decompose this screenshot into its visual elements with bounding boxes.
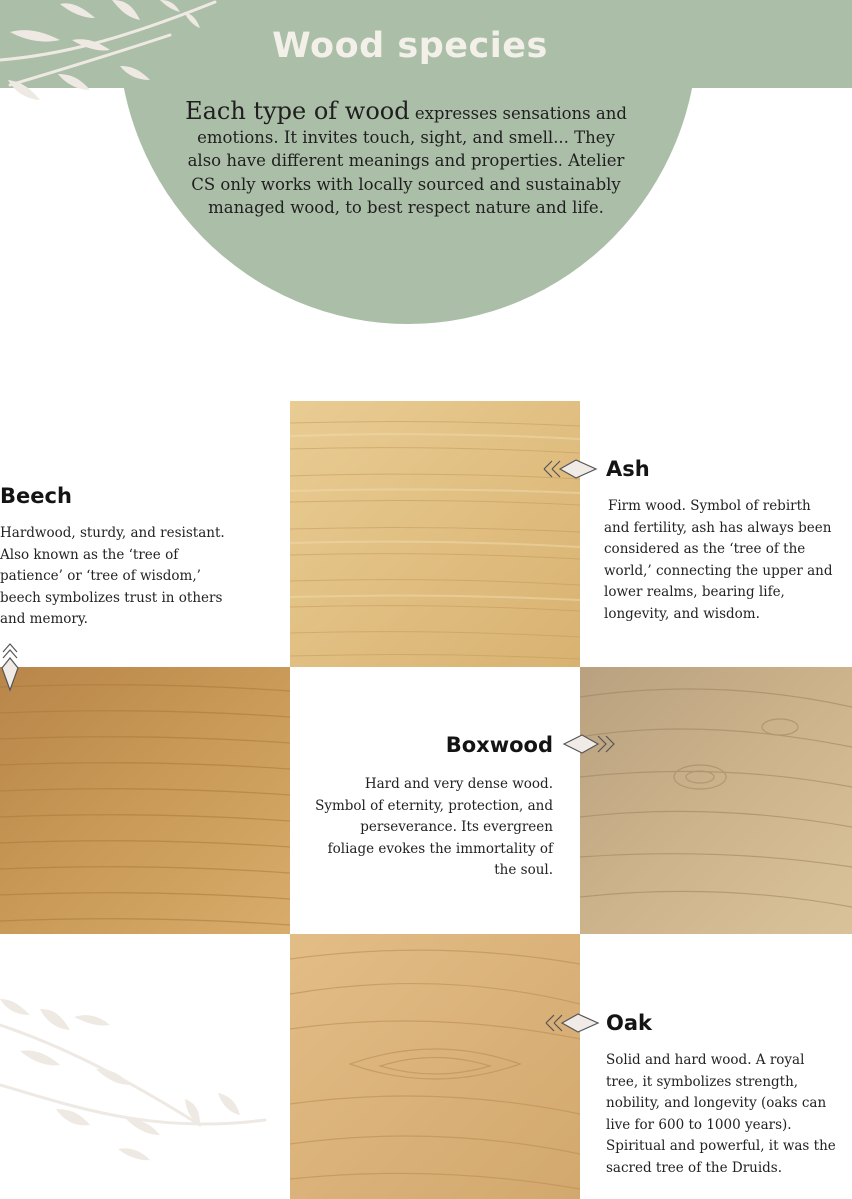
oak-title: Oak bbox=[606, 1011, 652, 1035]
ash-wood-image bbox=[290, 401, 580, 667]
intro-body: expresses sensations and emotions. It invites touch, sight, and smell... They also have different meanings and properties. Atelier CS only works with locally sourced and sustainably managed wood, to best respect nature and life. bbox=[187, 104, 627, 217]
leaf-decoration-bottom-icon bbox=[0, 995, 280, 1165]
page-title: Wood species bbox=[272, 26, 548, 66]
intro-text bbox=[180, 97, 632, 220]
oak-wood-image bbox=[290, 934, 580, 1199]
intro-lead: Each type of wood bbox=[185, 97, 410, 125]
diamond-arrow-left-icon-oak bbox=[542, 1010, 602, 1036]
ash-title: Ash bbox=[606, 457, 650, 481]
ash-description: Firm wood. Symbol of rebirth and fertility, ash has always been considered as the ‘tree of the world,’ connecting the upper and lower realms, bearing life, longevity, and wisdom. bbox=[604, 498, 833, 622]
boxwood-title: Boxwood bbox=[445, 733, 553, 757]
diamond-arrow-left-icon bbox=[540, 456, 600, 482]
boxwood-wood-image bbox=[580, 667, 852, 934]
diamond-arrow-up-icon bbox=[0, 640, 24, 696]
diamond-arrow-right-icon bbox=[560, 731, 620, 757]
beech-title: Beech bbox=[0, 484, 72, 508]
beech-wood-image bbox=[0, 667, 290, 934]
oak-description: Solid and hard wood. A royal tree, it symbolizes strength, nobility, and longevity (oaks can live for 600 to 1000 years). Spiritual and powerful, it was the sacred tree of the Druids. bbox=[606, 1052, 836, 1176]
boxwood-description: Hard and very dense wood. Symbol of eternity, protection, and perseverance. Its evergreen foliage evokes the immortality of the soul. bbox=[315, 776, 553, 879]
beech-description: Hardwood, sturdy, and resistant. Also known as the ‘tree of patience’ or ‘tree of wisdom,’ beech symbolizes trust in others and memory. bbox=[0, 525, 225, 628]
